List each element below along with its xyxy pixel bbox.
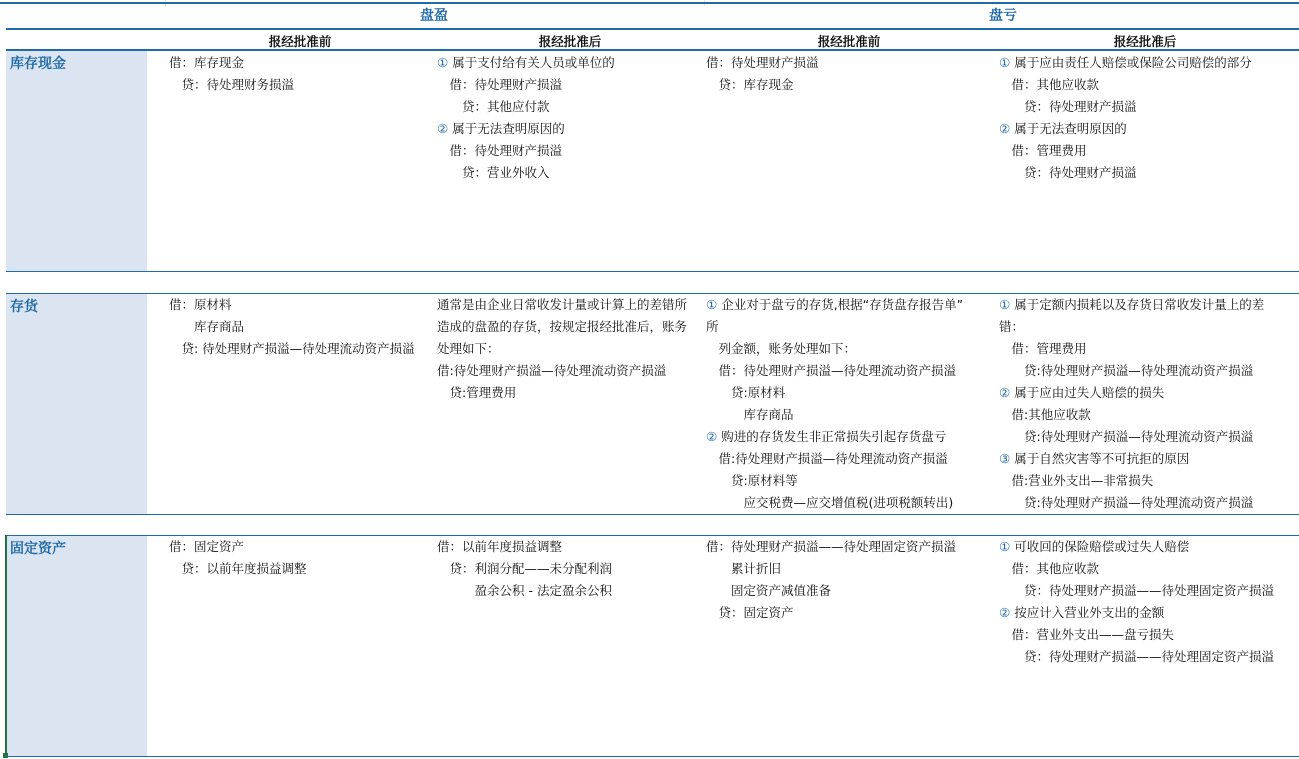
entry-line: 贷：库存现金 <box>706 77 794 92</box>
entry-line: 贷：待处理财产损溢 <box>999 165 1137 180</box>
entry-line: 库存商品 <box>169 319 245 334</box>
entry-line: 库存商品 <box>706 407 794 422</box>
loss-after-header: 报经批准后 <box>1113 34 1177 49</box>
entry-line: 借：其他应收款 <box>999 77 1100 92</box>
entry-line: 贷：利润分配——未分配利润 <box>437 561 613 576</box>
entry-line: 借:待处理财产损溢—待处理流动资产损溢 <box>437 363 667 378</box>
profit-before-header: 报经批准前 <box>268 34 332 49</box>
row-label-cell-cash <box>6 51 147 271</box>
row-label-cell-fixed-assets <box>6 536 147 756</box>
entry-line: 借：待处理财产损溢 <box>437 143 563 158</box>
row-label-fixed-assets: 固定资产 <box>10 541 66 557</box>
entry-line: 贷:原材料等 <box>706 473 798 488</box>
entry-line: 借:其他应收款 <box>999 407 1091 422</box>
row-label-cell-inventory <box>6 294 147 514</box>
entry-line: 借：待处理财产损溢 <box>437 77 563 92</box>
loss-header: 盘亏 <box>989 8 1017 24</box>
entry-line: ① 属于定额内损耗以及存货日常收发计量上的差 <box>999 297 1265 312</box>
entry-line: 造成的盘盈的存货，按规定报经批准后，账务 <box>437 319 688 334</box>
cash-profit-before <box>169 52 294 96</box>
row-label-cash: 库存现金 <box>10 56 66 72</box>
loss-before-header: 报经批准前 <box>817 34 881 49</box>
cell-selection-border <box>5 535 7 757</box>
entry-line: 借：其他应收款 <box>999 561 1100 576</box>
entry-line: 应交税费—应交增值税(进项税额转出) <box>706 495 954 510</box>
entry-line: 贷:待处理财产损溢—待处理流动资产损溢 <box>999 429 1254 444</box>
step-number: ② <box>437 121 449 136</box>
entry-line: 借：管理费用 <box>999 143 1087 158</box>
entry-line: ② 属于应由过失人赔偿的损失 <box>999 385 1165 400</box>
entry-line: 盈余公积 - 法定盈余公积 <box>437 583 612 598</box>
cash-loss-after <box>999 52 1252 184</box>
step-number: ② <box>999 121 1011 136</box>
entry-line: 借：待处理财产损溢 <box>706 55 819 70</box>
entry-line: ② 属于无法查明原因的 <box>999 121 1127 136</box>
step-number: ① <box>999 55 1011 70</box>
entry-line: 借：原材料 <box>169 297 232 312</box>
fixed-profit-after <box>437 536 612 602</box>
row-label-inventory: 存货 <box>10 299 38 315</box>
entry-line: ① 属于支付给有关人员或单位的 <box>437 55 615 70</box>
step-number: ① <box>706 297 718 312</box>
step-number: ② <box>999 605 1011 620</box>
entry-line: 贷：待处理财产损溢——待处理固定资产损溢 <box>999 649 1275 664</box>
step-number: ① <box>437 55 449 70</box>
entry-line: 贷：待处理财产损溢 <box>999 99 1137 114</box>
step-number: ③ <box>999 451 1011 466</box>
fixed-loss-before <box>706 536 956 624</box>
entry-line: 借：以前年度损益调整 <box>437 539 563 554</box>
entry-line: 累计折旧 <box>706 561 782 576</box>
fixed-profit-before <box>169 536 307 580</box>
row-border <box>6 514 1299 515</box>
entry-line: 错： <box>999 319 1025 334</box>
profit-after-header: 报经批准后 <box>538 34 602 49</box>
entry-line: 贷：待处理财产损溢——待处理固定资产损溢 <box>999 583 1275 598</box>
entry-line: 贷：营业外收入 <box>437 165 550 180</box>
entry-line: 贷:待处理财产损溢—待处理流动资产损溢 <box>999 363 1254 378</box>
entry-line: 贷：其他应付款 <box>437 99 550 114</box>
entry-line: 处理如下： <box>437 341 500 356</box>
entry-line: ① 可收回的保险赔偿或过失人赔偿 <box>999 539 1190 554</box>
entry-line: 贷：固定资产 <box>706 605 794 620</box>
table-bottom-border <box>6 756 1299 757</box>
entry-line: 借：待处理财产损溢—待处理流动资产损溢 <box>706 363 957 378</box>
inventory-profit-after <box>437 294 687 404</box>
entry-line: 借：固定资产 <box>169 539 245 554</box>
entry-line: 所 <box>706 319 719 334</box>
cash-loss-before <box>706 52 819 96</box>
entry-line: 贷：待处理财务损溢 <box>169 77 295 92</box>
step-number: ① <box>999 297 1011 312</box>
entry-line: 列金额，账务处理如下： <box>706 341 857 356</box>
inventory-loss-after <box>999 294 1264 514</box>
entry-line: 借:待处理财产损溢—待处理流动资产损溢 <box>706 451 948 466</box>
entry-line: 贷:原材料 <box>706 385 786 400</box>
step-number: ① <box>999 539 1011 554</box>
row-border <box>6 271 1299 272</box>
entry-line: ② 购进的存货发生非正常损失引起存货盘亏 <box>706 429 947 444</box>
entry-line: 通常是由企业日常收发计量或计算上的差错所 <box>437 297 688 312</box>
cash-profit-after <box>437 52 615 184</box>
entry-line: 贷：以前年度损益调整 <box>169 561 307 576</box>
entry-line: 借：库存现金 <box>169 55 245 70</box>
entry-line: ② 属于无法查明原因的 <box>437 121 565 136</box>
step-number: ② <box>706 429 718 444</box>
entry-line: ② 按应计入营业外支出的金额 <box>999 605 1165 620</box>
header-mid-border <box>6 28 1299 30</box>
entry-line: 借：营业外支出——盘亏损失 <box>999 627 1175 642</box>
step-number: ② <box>999 385 1011 400</box>
header-top-border <box>0 2 1299 4</box>
entry-line: ③ 属于自然灾害等不可抗拒的原因 <box>999 451 1190 466</box>
entry-line: 贷:管理费用 <box>437 385 517 400</box>
entry-line: 借：管理费用 <box>999 341 1087 356</box>
entry-line: 贷: 待处理财产损溢—待处理流动资产损溢 <box>169 341 415 356</box>
entry-line: 固定资产减值准备 <box>706 583 832 598</box>
inventory-profit-before <box>169 294 415 360</box>
entry-line: ① 企业对于盘亏的存货,根据“存货盘存报告单” <box>706 297 964 312</box>
profit-header: 盘盈 <box>420 8 448 24</box>
entry-line: 借：待处理财产损溢——待处理固定资产损溢 <box>706 539 957 554</box>
inventory-loss-before <box>706 294 963 514</box>
entry-line: ① 属于应由责任人赔偿或保险公司赔偿的部分 <box>999 55 1252 70</box>
entry-line: 贷:待处理财产损溢—待处理流动资产损溢 <box>999 495 1254 510</box>
fixed-loss-after <box>999 536 1274 668</box>
entry-line: 借:营业外支出—非常损失 <box>999 473 1154 488</box>
